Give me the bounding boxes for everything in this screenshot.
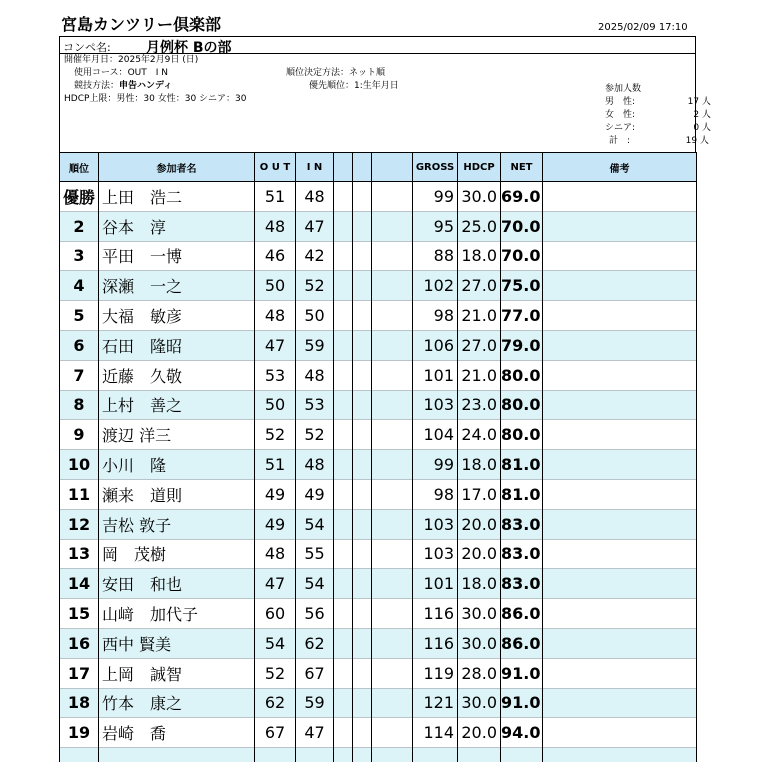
gross-cell: 119: [413, 658, 458, 688]
total-count-line: [609, 135, 709, 148]
blank-cell: [353, 688, 372, 718]
net-cell: 83.0: [501, 539, 543, 569]
note-cell: [543, 599, 697, 629]
blank-cell: [372, 450, 413, 480]
rank-cell: 10: [60, 450, 99, 480]
table-row-empty: [60, 748, 697, 763]
blank-cell: [99, 748, 255, 763]
rank-cell: 5: [60, 301, 99, 331]
blank-cell: [353, 182, 372, 212]
hdcp-line: [64, 93, 247, 106]
blank-cell: [334, 360, 353, 390]
rank-cell: 9: [60, 420, 99, 450]
gross-cell: 101: [413, 360, 458, 390]
gross-cell: 99: [413, 182, 458, 212]
method-label: 競技方法：: [74, 81, 120, 91]
hdcp-cell: 30.0: [458, 599, 501, 629]
blank-cell: [334, 241, 353, 271]
blank-cell: [296, 748, 334, 763]
net-cell: 80.0: [501, 390, 543, 420]
blank-cell: [372, 509, 413, 539]
blank-cell: [353, 599, 372, 629]
note-cell: [543, 211, 697, 241]
out-cell: 60: [255, 599, 296, 629]
blank-cell: [458, 748, 501, 763]
total-count: 19: [685, 136, 698, 146]
name-cell: 小川 隆: [99, 450, 255, 480]
blank-cell: [334, 599, 353, 629]
col-out: O U T: [255, 153, 296, 182]
gross-cell: 88: [413, 241, 458, 271]
hdcp-cell: 24.0: [458, 420, 501, 450]
note-cell: [543, 539, 697, 569]
hdcp-cell: 27.0: [458, 330, 501, 360]
net-cell: 81.0: [501, 479, 543, 509]
note-cell: [543, 420, 697, 450]
in-cell: 55: [296, 539, 334, 569]
info-panel: [59, 54, 711, 152]
blank-cell: [353, 360, 372, 390]
blank-cell: [353, 718, 372, 748]
in-cell: 50: [296, 301, 334, 331]
in-cell: 59: [296, 330, 334, 360]
blank-cell: [255, 748, 296, 763]
note-cell: [543, 479, 697, 509]
course-line: [74, 67, 168, 80]
name-cell: 西中 賢美: [99, 628, 255, 658]
hdcp-cell: 18.0: [458, 569, 501, 599]
net-cell: 86.0: [501, 599, 543, 629]
hdcp-cell: 18.0: [458, 241, 501, 271]
male-count-line: [605, 96, 711, 109]
priority-line: [309, 80, 399, 93]
table-row: [60, 360, 697, 390]
name-cell: 瀬来 道則: [99, 479, 255, 509]
gross-cell: 95: [413, 211, 458, 241]
senior-unit: 人: [701, 123, 711, 133]
blank-cell: [372, 271, 413, 301]
net-cell: 69.0: [501, 182, 543, 212]
net-cell: 75.0: [501, 271, 543, 301]
in-cell: 54: [296, 569, 334, 599]
gross-cell: 116: [413, 599, 458, 629]
rank-method-value: ネット順: [349, 68, 386, 78]
blank-cell: [353, 390, 372, 420]
hdcp-cell: 21.0: [458, 360, 501, 390]
participants-title: 参加人数: [605, 84, 642, 94]
rank-cell: 18: [60, 688, 99, 718]
in-cell: 67: [296, 658, 334, 688]
in-cell: 52: [296, 420, 334, 450]
col-rank: 順位: [60, 153, 99, 182]
net-cell: 80.0: [501, 360, 543, 390]
table-row: [60, 211, 697, 241]
blank-cell: [334, 628, 353, 658]
name-cell: 平田 一博: [99, 241, 255, 271]
date-label: 開催年月日：: [64, 55, 119, 65]
date-line: [64, 54, 198, 67]
hdcp-cell: 23.0: [458, 390, 501, 420]
col-hdcp: HDCP: [458, 153, 501, 182]
name-cell: 安田 和也: [99, 569, 255, 599]
blank-cell: [334, 330, 353, 360]
hdcp-cell: 20.0: [458, 539, 501, 569]
note-cell: [543, 271, 697, 301]
col-in: I N: [296, 153, 334, 182]
table-row: [60, 718, 697, 748]
blank-cell: [372, 599, 413, 629]
total-unit: 人: [699, 136, 709, 146]
name-cell: 石田 隆昭: [99, 330, 255, 360]
out-cell: 47: [255, 569, 296, 599]
note-cell: [543, 182, 697, 212]
note-cell: [543, 628, 697, 658]
table-row: [60, 450, 697, 480]
hdcp-cell: 28.0: [458, 658, 501, 688]
female-label: 女 性:: [605, 110, 636, 120]
col-net: NET: [501, 153, 543, 182]
col-gross: GROSS: [413, 153, 458, 182]
gross-cell: 103: [413, 390, 458, 420]
gross-cell: 103: [413, 539, 458, 569]
hdcp-cell: 30.0: [458, 628, 501, 658]
out-cell: 52: [255, 420, 296, 450]
blank-cell: [413, 748, 458, 763]
senior-count-line: [605, 122, 711, 135]
name-cell: 岩崎 喬: [99, 718, 255, 748]
table-row: [60, 688, 697, 718]
female-count: 2: [693, 110, 700, 120]
blank-cell: [334, 688, 353, 718]
blank-cell: [334, 718, 353, 748]
blank-cell: [353, 450, 372, 480]
competition-name: 月例杯 Bの部: [146, 40, 232, 56]
gross-cell: 98: [413, 301, 458, 331]
table-row: [60, 569, 697, 599]
name-cell: 上村 善之: [99, 390, 255, 420]
blank-cell: [334, 748, 353, 763]
hdcp-label: HDCP上限：: [64, 94, 117, 104]
rank-cell: 12: [60, 509, 99, 539]
in-cell: 52: [296, 271, 334, 301]
blank-cell: [372, 539, 413, 569]
table-row: [60, 271, 697, 301]
blank-cell: [372, 330, 413, 360]
print-datetime: 2025/02/09 17:10: [598, 22, 688, 33]
in-cell: 59: [296, 688, 334, 718]
blank-cell: [372, 658, 413, 688]
table-row: [60, 420, 697, 450]
out-cell: 48: [255, 539, 296, 569]
blank-cell: [372, 182, 413, 212]
hdcp-cell: 25.0: [458, 211, 501, 241]
name-cell: 竹本 康之: [99, 688, 255, 718]
out-cell: 48: [255, 301, 296, 331]
table-row: [60, 330, 697, 360]
table-row: [60, 479, 697, 509]
blank-cell: [334, 182, 353, 212]
results-table: [59, 152, 697, 762]
table-row: [60, 241, 697, 271]
blank-cell: [353, 479, 372, 509]
table-row: [60, 658, 697, 688]
male-count: 17: [687, 97, 700, 107]
out-cell: 50: [255, 390, 296, 420]
in-cell: 49: [296, 479, 334, 509]
rank-cell: 6: [60, 330, 99, 360]
blank-cell: [334, 539, 353, 569]
gross-cell: 99: [413, 450, 458, 480]
blank-cell: [334, 450, 353, 480]
in-cell: 53: [296, 390, 334, 420]
out-cell: 53: [255, 360, 296, 390]
gross-cell: 98: [413, 479, 458, 509]
note-cell: [543, 688, 697, 718]
date-value: 2025年2月9日 (日): [118, 55, 199, 65]
col-blank-1: [334, 153, 353, 182]
note-cell: [543, 360, 697, 390]
method-value: 申告ハンディ: [119, 81, 173, 91]
gross-cell: 101: [413, 569, 458, 599]
blank-cell: [353, 509, 372, 539]
in-cell: 42: [296, 241, 334, 271]
out-cell: 48: [255, 211, 296, 241]
table-row: [60, 539, 697, 569]
rank-cell: 3: [60, 241, 99, 271]
in-cell: 47: [296, 211, 334, 241]
net-cell: 94.0: [501, 718, 543, 748]
gross-cell: 106: [413, 330, 458, 360]
in-cell: 62: [296, 628, 334, 658]
net-cell: 83.0: [501, 569, 543, 599]
note-cell: [543, 330, 697, 360]
competition-label: コンペ名:: [63, 41, 111, 54]
female-count-line: [605, 109, 711, 122]
out-cell: 46: [255, 241, 296, 271]
rank-cell: 16: [60, 628, 99, 658]
hdcp-cell: 21.0: [458, 301, 501, 331]
col-name: 参加者名: [99, 153, 255, 182]
male-unit: 人: [701, 97, 711, 107]
note-cell: [543, 450, 697, 480]
out-cell: 51: [255, 450, 296, 480]
club-name: 宮島カンツリー倶楽部: [61, 15, 222, 34]
blank-cell: [372, 628, 413, 658]
name-cell: 大福 敏彦: [99, 301, 255, 331]
rank-cell: 4: [60, 271, 99, 301]
net-cell: 91.0: [501, 658, 543, 688]
blank-cell: [353, 330, 372, 360]
out-cell: 52: [255, 658, 296, 688]
col-blank-3: [372, 153, 413, 182]
name-cell: 近藤 久敬: [99, 360, 255, 390]
hdcp-cell: 30.0: [458, 688, 501, 718]
blank-cell: [372, 420, 413, 450]
gross-cell: 114: [413, 718, 458, 748]
blank-cell: [372, 688, 413, 718]
in-cell: 48: [296, 450, 334, 480]
rank-cell: 19: [60, 718, 99, 748]
in-cell: 47: [296, 718, 334, 748]
rank-cell: 優勝: [60, 182, 99, 212]
rank-cell: 17: [60, 658, 99, 688]
note-cell: [543, 241, 697, 271]
hdcp-cell: 20.0: [458, 509, 501, 539]
note-cell: [543, 658, 697, 688]
hdcp-cell: 27.0: [458, 271, 501, 301]
blank-cell: [334, 479, 353, 509]
priority-value: 1:生年月日: [354, 81, 399, 91]
in-cell: 48: [296, 360, 334, 390]
blank-cell: [353, 211, 372, 241]
blank-cell: [353, 628, 372, 658]
net-cell: 80.0: [501, 420, 543, 450]
gross-cell: 102: [413, 271, 458, 301]
blank-cell: [334, 390, 353, 420]
net-cell: 81.0: [501, 450, 543, 480]
blank-cell: [60, 748, 99, 763]
rank-cell: 15: [60, 599, 99, 629]
rank-cell: 13: [60, 539, 99, 569]
total-label: 計 :: [609, 136, 631, 146]
net-cell: 70.0: [501, 241, 543, 271]
out-cell: 54: [255, 628, 296, 658]
hdcp-cell: 20.0: [458, 718, 501, 748]
senior-label: シニア:: [605, 123, 636, 133]
gross-cell: 121: [413, 688, 458, 718]
note-cell: [543, 301, 697, 331]
net-cell: 77.0: [501, 301, 543, 331]
net-cell: 91.0: [501, 688, 543, 718]
blank-cell: [372, 718, 413, 748]
rank-cell: 2: [60, 211, 99, 241]
blank-cell: [353, 569, 372, 599]
course-label: 使用コース：: [74, 68, 128, 78]
gross-cell: 116: [413, 628, 458, 658]
course-value: OUT I N: [127, 68, 168, 78]
table-row: [60, 390, 697, 420]
net-cell: 86.0: [501, 628, 543, 658]
out-cell: 49: [255, 509, 296, 539]
out-cell: 62: [255, 688, 296, 718]
rank-method-label: 順位決定方法：: [286, 68, 350, 78]
hdcp-cell: 30.0: [458, 182, 501, 212]
net-cell: 70.0: [501, 211, 543, 241]
male-label: 男 性:: [605, 97, 636, 107]
note-cell: [543, 509, 697, 539]
out-cell: 49: [255, 479, 296, 509]
rank-cell: 7: [60, 360, 99, 390]
blank-cell: [353, 748, 372, 763]
blank-cell: [334, 211, 353, 241]
blank-cell: [372, 301, 413, 331]
blank-cell: [353, 301, 372, 331]
blank-cell: [353, 241, 372, 271]
in-cell: 56: [296, 599, 334, 629]
out-cell: 50: [255, 271, 296, 301]
blank-cell: [372, 569, 413, 599]
senior-count: 0: [693, 123, 700, 133]
table-row: [60, 599, 697, 629]
blank-cell: [334, 658, 353, 688]
blank-cell: [353, 658, 372, 688]
table-row: [60, 301, 697, 331]
gross-cell: 103: [413, 509, 458, 539]
competition-box: [59, 36, 696, 54]
blank-cell: [543, 748, 697, 763]
out-cell: 51: [255, 182, 296, 212]
priority-label: 優先順位：: [309, 81, 355, 91]
blank-cell: [353, 420, 372, 450]
blank-cell: [353, 271, 372, 301]
in-cell: 54: [296, 509, 334, 539]
note-cell: [543, 569, 697, 599]
blank-cell: [372, 360, 413, 390]
blank-cell: [334, 420, 353, 450]
blank-cell: [372, 241, 413, 271]
name-cell: 上田 浩二: [99, 182, 255, 212]
blank-cell: [334, 509, 353, 539]
name-cell: 上岡 誠智: [99, 658, 255, 688]
rank-cell: 11: [60, 479, 99, 509]
female-unit: 人: [701, 110, 711, 120]
out-cell: 47: [255, 330, 296, 360]
name-cell: 谷本 淳: [99, 211, 255, 241]
table-row: [60, 628, 697, 658]
hdcp-cell: 17.0: [458, 479, 501, 509]
blank-cell: [353, 539, 372, 569]
rank-method-line: [286, 67, 385, 80]
gross-cell: 104: [413, 420, 458, 450]
hdcp-value: 男性：30 女性：30 シニア：30: [116, 94, 247, 104]
note-cell: [543, 718, 697, 748]
net-cell: 79.0: [501, 330, 543, 360]
rank-cell: 8: [60, 390, 99, 420]
blank-cell: [372, 390, 413, 420]
header-row: [60, 153, 697, 182]
blank-cell: [334, 569, 353, 599]
name-cell: 山﨑 加代子: [99, 599, 255, 629]
note-cell: [543, 390, 697, 420]
col-note: 備考: [543, 153, 697, 182]
method-line: [74, 80, 172, 93]
col-blank-2: [353, 153, 372, 182]
in-cell: 48: [296, 182, 334, 212]
blank-cell: [334, 271, 353, 301]
name-cell: 渡辺 洋三: [99, 420, 255, 450]
blank-cell: [501, 748, 543, 763]
blank-cell: [372, 479, 413, 509]
table-row: [60, 182, 697, 212]
name-cell: 岡 茂樹: [99, 539, 255, 569]
net-cell: 83.0: [501, 509, 543, 539]
blank-cell: [372, 211, 413, 241]
name-cell: 吉松 敦子: [99, 509, 255, 539]
blank-cell: [334, 301, 353, 331]
rank-cell: 14: [60, 569, 99, 599]
table-row: [60, 509, 697, 539]
blank-cell: [372, 748, 413, 763]
name-cell: 深瀬 一之: [99, 271, 255, 301]
hdcp-cell: 18.0: [458, 450, 501, 480]
out-cell: 67: [255, 718, 296, 748]
